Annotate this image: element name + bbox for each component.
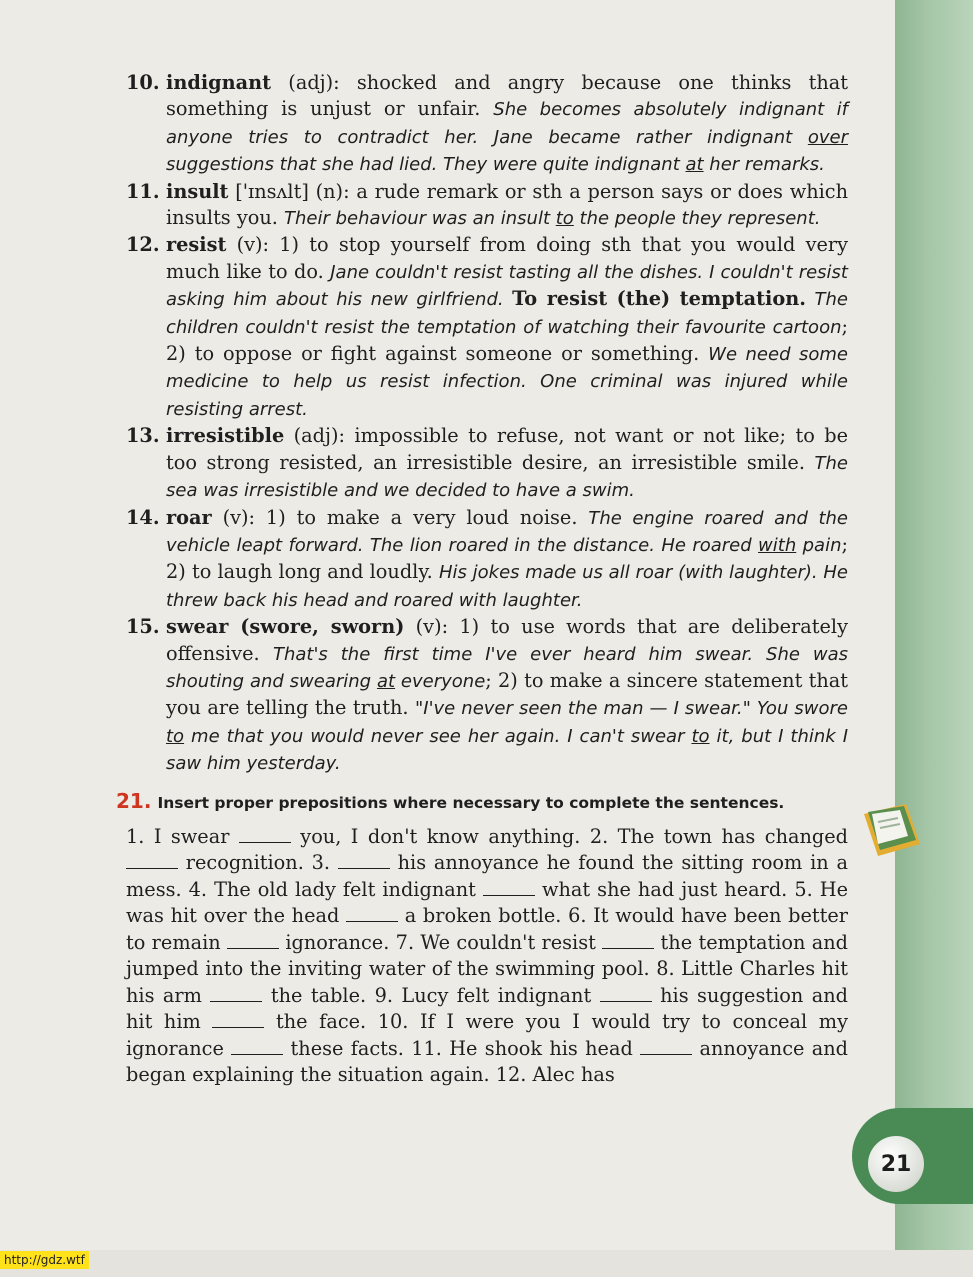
exercise-sentence-text: his suggestion and hit him <box>126 983 848 1034</box>
page-number: 21 <box>868 1136 924 1192</box>
definition-text: (adj): impossible to refuse, not want or not like; to be too strong resisted, an irresistible desire, an irresistible smile. <box>166 424 848 474</box>
definition-text: ; 2) to make a sincere statement that you are telling the truth. <box>166 668 848 720</box>
exercise-sentence-text: 1. I swear <box>126 824 239 848</box>
vocabulary-list <box>86 70 848 778</box>
exercise-header <box>116 788 848 816</box>
vocab-entry <box>86 505 848 615</box>
example-text: her remarks. <box>703 154 825 176</box>
exercise-text <box>86 824 848 1089</box>
example-text: The sea was irresistible and we decided to have a swim. <box>166 452 848 502</box>
example-text: over <box>807 126 848 148</box>
example-text: at <box>685 154 704 176</box>
answer-blank[interactable] <box>346 907 398 922</box>
entry-number: 11. <box>126 179 160 203</box>
entry-number: 15. <box>126 615 160 639</box>
example-text: to <box>166 725 185 747</box>
entry-text <box>166 70 848 179</box>
definition-text: ['ɪnsʌlt] (n): a rude remark or sth a person says or does which insults you. <box>166 179 848 230</box>
answer-blank[interactable] <box>212 1013 264 1028</box>
example-text: Their behaviour was an insult <box>284 208 556 230</box>
vocab-entry <box>86 179 848 233</box>
example-text: suggestions that she had lied. They were quite indignant <box>166 154 686 176</box>
example-text: to <box>691 725 710 747</box>
example-text: with <box>758 534 797 556</box>
exercise-sentence-text: a broken bottle. 6. It would have been better to remain <box>126 904 848 954</box>
headword: insult <box>166 179 229 203</box>
definition-text: ; 2) to oppose or fight against someone or something. <box>166 314 848 366</box>
vocab-entry <box>86 423 848 504</box>
answer-blank[interactable] <box>231 1040 283 1055</box>
example-text: at <box>376 670 396 692</box>
example-text: everyone <box>395 670 486 692</box>
definition-text: (v): 1) to make a very loud noise. <box>211 505 589 529</box>
example-text: The engine roared and the vehicle leapt forward. The lion roared in the distance. He roared <box>166 507 848 556</box>
definition-text: (v): 1) to use words that are deliberately offensive. <box>166 615 848 665</box>
vocab-entry <box>86 614 848 777</box>
example-text: me that you would never see her again. I can't swear <box>184 725 692 747</box>
answer-blank[interactable] <box>338 854 390 869</box>
answer-blank[interactable] <box>210 987 262 1002</box>
exercise-sentence-text: what she had just heard. 5. He was hit over the head <box>126 877 848 928</box>
entry-text <box>166 179 848 233</box>
headword: swear (swore, sworn) <box>166 615 405 639</box>
vocab-entry <box>86 232 848 423</box>
headword: To resist (the) temptation. <box>512 287 806 311</box>
exercise-sentence-text: the temptation and jumped into the inviting water of the swimming pool. 8. Little Charles hit his arm <box>126 930 848 1007</box>
exercise-instruction: Insert proper prepositions where necessary to complete the sentences. <box>157 793 785 812</box>
page-bottom-margin <box>0 1250 973 1277</box>
answer-blank[interactable] <box>239 828 291 843</box>
exercise-sentence-text: the table. 9. Lucy felt indignant <box>262 983 600 1007</box>
exercise-sentence-text: recognition. 3. <box>178 851 338 875</box>
example-text: Jane couldn't resist tasting all the dishes. I couldn't resist asking him about his new girlfriend. <box>166 261 848 311</box>
example-text: pain <box>796 534 842 556</box>
exercise-sentence-text: these facts. 11. He shook his head <box>283 1036 641 1060</box>
book-icon <box>860 800 924 862</box>
example-text: She becomes absolutely indignant if anyone tries to contradict her. Jane became rather indignant <box>166 99 848 148</box>
page-content <box>86 70 848 1089</box>
answer-blank[interactable] <box>126 854 178 869</box>
entry-number: 10. <box>126 71 160 94</box>
exercise-sentence-text: the face. 10. If I were you I would try to conceal my ignorance <box>126 1010 848 1060</box>
example-text: We need some medicine to help us resist infection. One criminal was injured while resisting arrest. <box>166 344 849 420</box>
definition-text: (adj): shocked and angry because one thinks that something is unjust or unfair. <box>166 71 848 121</box>
exercise-sentence-text: ignorance. 7. We couldn't resist <box>279 930 603 954</box>
example-text: "I've never seen the man — I swear." You swore <box>414 698 848 720</box>
exercise-sentence-text: his annoyance he found the sitting room in a mess. 4. The old lady felt indignant <box>126 851 848 901</box>
exercise-number: 21. <box>116 788 152 813</box>
entry-text <box>166 423 848 504</box>
answer-blank[interactable] <box>640 1040 692 1055</box>
answer-blank[interactable] <box>227 934 279 949</box>
exercise-sentence-text: annoyance and began explaining the situation again. 12. Alec has <box>126 1036 848 1087</box>
example-text: to <box>555 208 574 230</box>
entry-number: 14. <box>126 505 160 529</box>
entry-text <box>166 614 848 777</box>
answer-blank[interactable] <box>602 934 654 949</box>
page-edge-green-strip <box>895 0 973 1250</box>
vocab-entry <box>86 70 848 179</box>
watermark-url: http://gdz.wtf <box>0 1251 89 1269</box>
headword: resist <box>166 233 227 257</box>
example-text: That's the first time I've ever heard him swear. She was shouting and swearing <box>166 643 848 692</box>
definition-text: ; 2) to laugh long and loudly. <box>166 532 848 584</box>
exercise-sentence-text: you, I don't know anything. 2. The town has changed <box>290 824 848 848</box>
entry-number: 12. <box>126 233 160 257</box>
entry-text <box>166 505 848 615</box>
answer-blank[interactable] <box>600 987 652 1002</box>
definition-text: (v): 1) to stop yourself from doing sth that you would very much like to do. <box>166 233 848 283</box>
headword: roar <box>166 505 212 529</box>
example-text: The children couldn't resist the temptation of watching their favourite cartoon <box>166 289 849 338</box>
headword: indignant <box>166 71 272 94</box>
entry-number: 13. <box>126 424 160 448</box>
example-text: it, but I think I saw him yesterday. <box>166 725 849 775</box>
entry-text <box>166 232 848 423</box>
answer-blank[interactable] <box>483 881 535 896</box>
example-text: the people they represent. <box>573 208 821 230</box>
example-text: His jokes made us all roar (with laughter). He threw back his head and roared with laughter. <box>166 562 848 611</box>
headword: irresistible <box>166 424 285 448</box>
